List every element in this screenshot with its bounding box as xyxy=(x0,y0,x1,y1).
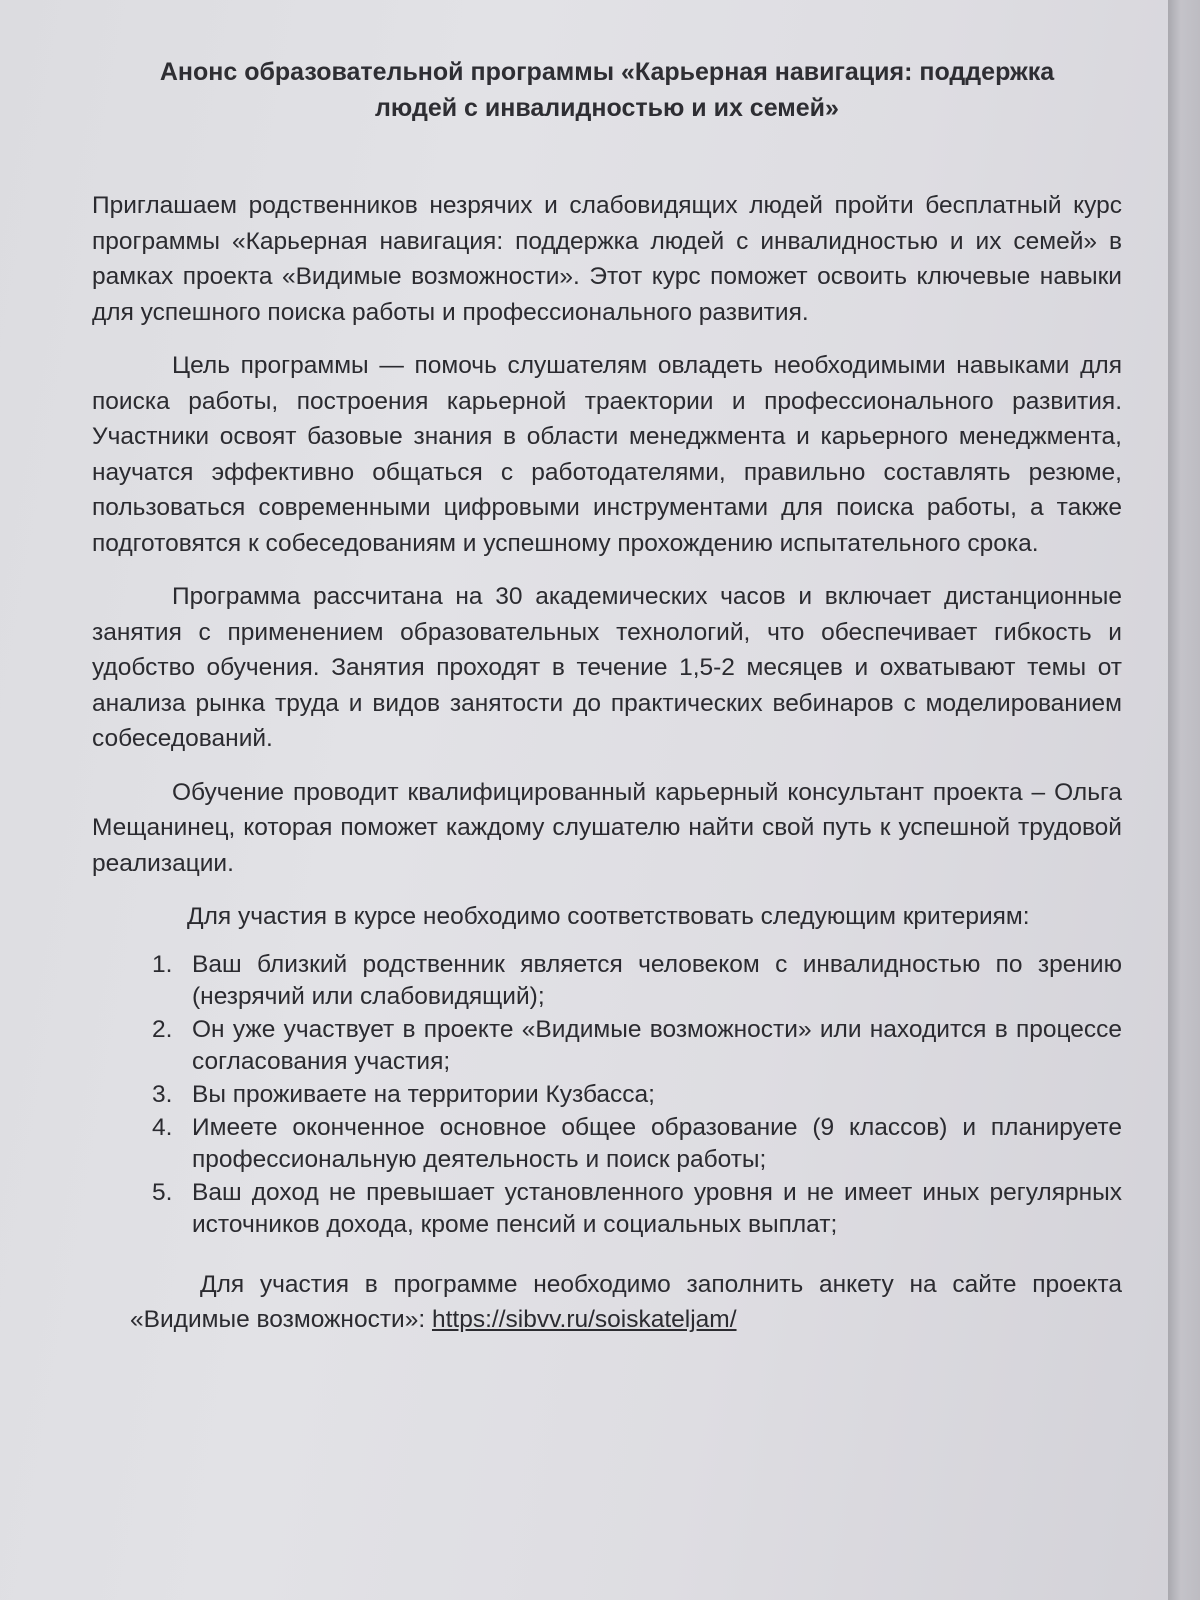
background-edge xyxy=(1168,0,1200,1600)
criteria-item xyxy=(92,1014,1122,1078)
criteria-text: Вы проживаете на территории Кузбасса; xyxy=(192,1080,655,1108)
criteria-number: 3. xyxy=(152,1080,173,1108)
application-paragraph xyxy=(92,1267,1122,1337)
criteria-item xyxy=(92,1112,1122,1176)
criteria-number: 1. xyxy=(152,950,173,978)
document-body xyxy=(92,54,1122,1337)
criteria-text: Он уже участвует в проекте «Видимые возможности» или находится в процессе согласования участия; xyxy=(192,1015,1122,1075)
criteria-item xyxy=(92,1177,1122,1241)
application-text: Для участия в программе необходимо заполнить анкету на сайте проекта «Видимые возможности»: xyxy=(130,1270,1122,1333)
criteria-text: Ваш доход не превышает установленного уровня и не имеет иных регулярных источников дохода, кроме пенсий и социальных выплат; xyxy=(192,1178,1122,1238)
criteria-item xyxy=(92,1079,1122,1111)
application-link[interactable]: https://sibvv.ru/soiskateljam/ xyxy=(431,1305,737,1333)
program-paragraph: Программа рассчитана на 30 академических часов и включает дистанционные занятия с применением образовательных технологий, что обеспечивает гибкость и удобство обучения. Занятия проходят в течение 1,5-2 месяцев и охватывают темы от анализа рынка труда и видов занятости до практических вебинаров с моделированием собеседований. xyxy=(92,583,1122,752)
document-title: Анонс образовательной программы «Карьерная навигация: поддержка людей с инвалидностью и их семей» xyxy=(159,58,1055,122)
criteria-number: 5. xyxy=(152,1178,173,1206)
criteria-number: 2. xyxy=(152,1015,173,1043)
intro-paragraph: Приглашаем родственников незрячих и слабовидящих людей пройти бесплатный курс программы «Карьерная навигация: поддержка людей с инвалидностью и их семей» в рамках проекта «Видимые возможности». Этот курс поможет освоить ключевые навыки для успешного поиска работы и профессионального развития. xyxy=(92,192,1122,326)
criteria-text: Имеете оконченное основное общее образование (9 классов) и планируете профессиональную деятельность и поиск работы; xyxy=(192,1113,1122,1173)
instructor-paragraph: Обучение проводит квалифицированный карьерный консультант проекта – Ольга Мещанинец, которая поможет каждому слушателю найти свой путь к успешной трудовой реализации. xyxy=(92,778,1122,877)
criteria-number: 4. xyxy=(152,1113,173,1141)
criteria-item xyxy=(92,949,1122,1013)
criteria-list xyxy=(92,949,1122,1241)
criteria-text: Ваш близкий родственник является человеком с инвалидностью по зрению (незрячий или слабовидящий); xyxy=(192,950,1122,1010)
criteria-intro: Для участия в курсе необходимо соответствовать следующим критериям: xyxy=(187,903,1030,930)
goal-paragraph: Цель программы — помочь слушателям овладеть необходимыми навыками для поиска работы, построения карьерной траектории и профессионального развития. Участники освоят базовые знания в области менеджмента и карьерного менеджмента, научатся эффективно общаться с работодателями, правильно составлять резюме, пользоваться современными цифровыми инструментами для поиска работы, а также подготовятся к собеседованиям и успешному прохождению испытательного срока. xyxy=(92,352,1122,557)
